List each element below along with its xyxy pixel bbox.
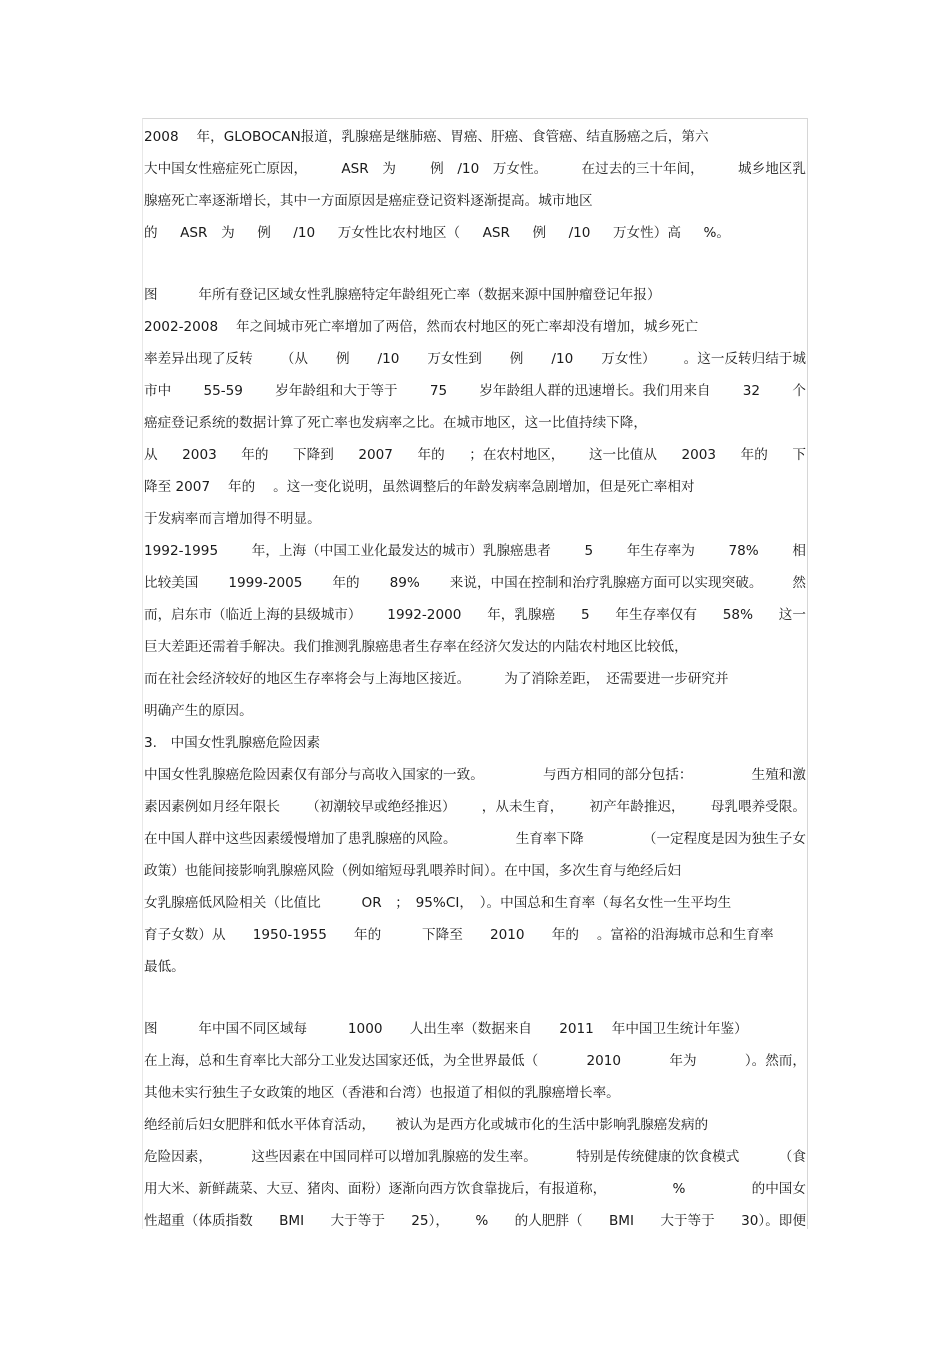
text-segment: 明确产生的原因。	[144, 703, 253, 719]
text-segment: 中国女性乳腺癌危险因素仅有部分与高收入国家的一致。	[144, 767, 484, 783]
text-segment: 素因素例如月经年限长	[144, 799, 280, 815]
text-segment: 年，上海（中国工业化最发达的城市）乳腺癌患者	[251, 543, 551, 559]
text-line	[144, 317, 806, 337]
text-segment: 32	[742, 383, 761, 399]
text-segment: 相	[792, 543, 806, 559]
text-segment: 2010	[586, 1053, 622, 1069]
text-segment: 2003	[182, 447, 217, 463]
text-line	[144, 413, 806, 433]
text-segment: 例	[257, 225, 271, 241]
text-segment: /10	[551, 351, 574, 367]
text-segment: 来说，中国在控制和治疗乳腺癌方面可以实现突破。	[449, 575, 763, 591]
text-segment: 。这一反转归结于城	[683, 351, 806, 367]
text-line	[144, 925, 806, 945]
text-segment: （初潮较早或绝经推迟）	[306, 799, 456, 815]
text-segment: 市中	[144, 383, 172, 399]
text-segment: 初产年龄推迟，	[589, 799, 685, 815]
text-segment: 58%	[722, 607, 753, 623]
text-segment: BMI	[279, 1213, 305, 1229]
text-segment: /10	[568, 225, 591, 241]
text-segment: 78%	[728, 543, 759, 559]
text-segment: 1992-1995	[144, 543, 219, 559]
text-segment: 城乡地区乳	[738, 161, 806, 177]
text-line	[144, 477, 806, 497]
text-segment: %。	[703, 225, 730, 241]
text-segment: 其他未实行独生子女政策的地区（香港和台湾）也报道了相似的乳腺癌增长率。	[144, 1085, 620, 1101]
text-segment: 75	[429, 383, 448, 399]
text-segment: 年为	[669, 1053, 697, 1069]
text-segment: 2008 年，GLOBOCAN报道，乳腺癌是继肺癌、胃癌、肝癌、食管癌、结直肠癌之后，第六	[144, 129, 709, 145]
text-segment: （食	[778, 1149, 806, 1165]
text-segment: 大于等于	[330, 1213, 385, 1229]
text-segment: 在上海，总和生育率比大部分工业发达国家还低，为全世界最低（	[144, 1053, 539, 1069]
text-line	[144, 1115, 806, 1135]
text-line	[144, 349, 806, 369]
text-segment: 万女性）	[601, 351, 656, 367]
text-segment: 比较美国	[144, 575, 199, 591]
text-segment: 育子女数）从 1950-1955 年的 下降至 2010 年的 。富裕的沿海城市总和生育率	[144, 927, 774, 943]
text-line	[144, 797, 806, 817]
text-segment: （从	[280, 351, 308, 367]
text-segment: ASR 为	[341, 161, 396, 177]
text-segment: 岁年龄组人群的迅速增长。我们用来自	[479, 383, 711, 399]
text-segment: 大于等于	[660, 1213, 715, 1229]
text-line	[144, 191, 806, 211]
text-segment: 这些因素在中国同样可以增加乳腺癌的发生率。	[251, 1149, 537, 1165]
text-segment: 万女性比农村地区（	[337, 225, 461, 241]
text-segment: 的中国女	[751, 1181, 806, 1197]
text-segment: ASR 为	[180, 225, 235, 241]
text-line	[144, 285, 806, 305]
text-segment: 女乳腺癌低风险相关（比值比 OR ； 95%CI， ）。中国总和生育率（每名女性一生平均生	[144, 895, 732, 911]
text-segment: 年的	[241, 447, 269, 463]
text-line	[144, 573, 806, 593]
text-segment: 2002-2008 年之间城市死亡率增加了两倍，然而农村地区的死亡率却没有增加，城乡死亡	[144, 319, 699, 335]
text-segment: ，从未生育，	[481, 799, 564, 815]
text-segment: 万女性到	[427, 351, 482, 367]
text-line	[144, 733, 806, 753]
text-segment: 性超重（体质指数	[144, 1213, 253, 1229]
text-line	[144, 445, 806, 465]
text-line	[144, 1211, 806, 1231]
text-line	[144, 893, 806, 913]
text-segment: BMI	[608, 1213, 635, 1229]
text-segment: 例 /10 万女性。	[430, 161, 548, 177]
text-segment: %	[672, 1181, 686, 1197]
text-line	[144, 861, 806, 881]
text-line	[144, 701, 806, 721]
text-segment: %	[475, 1213, 489, 1229]
text-segment: 危险因素，	[144, 1149, 212, 1165]
text-segment: 年的	[417, 447, 445, 463]
text-segment: 用大米、新鲜蔬菜、大豆、猪肉、面粉）逐渐向西方饮食靠拢后，有报道称，	[144, 1181, 607, 1197]
text-segment: 下降到	[293, 447, 334, 463]
text-segment: 的	[144, 225, 158, 241]
text-line	[144, 509, 806, 529]
text-line	[144, 669, 806, 689]
text-segment: 于发病率而言增加得不明显。	[144, 511, 321, 527]
text-segment: 从	[144, 447, 158, 463]
text-line	[144, 829, 806, 849]
text-segment: 下	[792, 447, 806, 463]
text-segment: 腺癌死亡率逐渐增长，其中一方面原因是癌症登记资料逐渐提高。城市地区	[144, 193, 593, 209]
text-segment: 在中国人群中这些因素缓慢增加了患乳腺癌的风险。	[144, 831, 457, 847]
text-segment: 个	[792, 383, 806, 399]
text-line	[144, 637, 806, 657]
text-segment: 在过去的三十年间，	[581, 161, 704, 177]
text-segment: 绝经前后妇女肥胖和低水平体育活动， 被认为是西方化或城市化的生活中影响乳腺癌发病的	[144, 1117, 709, 1133]
text-line	[144, 159, 806, 179]
text-line	[144, 957, 806, 977]
text-segment: 图 年中国不同区域每 1000 人出生率（数据来自 2011 年中国卫生统计年鉴）	[144, 1021, 748, 1037]
text-line	[144, 381, 806, 401]
text-segment: 例	[509, 351, 524, 367]
text-segment: 年的	[332, 575, 360, 591]
text-segment: 巨大差距还需着手解决。我们推测乳腺癌患者生存率在经济欠发达的内陆农村地区比较低，	[144, 639, 688, 655]
text-segment: 这一比值从	[588, 447, 657, 463]
text-line	[144, 1051, 806, 1071]
text-segment: ；在农村地区，	[469, 447, 565, 463]
text-segment: 2003	[681, 447, 717, 463]
text-segment: 2007	[358, 447, 393, 463]
text-line	[144, 605, 806, 625]
text-segment: 89%	[389, 575, 420, 591]
text-segment: 55-59	[203, 383, 243, 399]
text-segment: ）。然而，	[744, 1053, 806, 1069]
text-segment: 例	[335, 351, 350, 367]
text-segment: /10	[293, 225, 316, 241]
text-segment: 而在社会经济较好的地区生存率将会与上海地区接近。 为了消除差距， 还需要进一步研究并	[144, 671, 729, 687]
text-segment: 5	[584, 543, 594, 559]
text-segment: 然	[792, 575, 806, 591]
text-segment: /10	[377, 351, 400, 367]
text-segment: 5	[580, 607, 590, 623]
text-segment: 1999-2005	[228, 575, 303, 591]
text-segment: 1992-2000	[387, 607, 462, 623]
text-segment: 大中国女性癌症死亡原因，	[144, 161, 308, 177]
text-segment: 政策）也能间接影响乳腺癌风险（例如缩短母乳喂养时间）。在中国，多次生育与绝经后妇	[144, 863, 681, 879]
text-line	[144, 1179, 806, 1199]
text-segment: 年生存率仅有	[615, 607, 697, 623]
text-segment: 最低。	[144, 959, 185, 975]
text-segment: 这一	[778, 607, 806, 623]
text-segment: 降至 2007 年的 。这一变化说明，虽然调整后的年龄发病率急剧增加，但是死亡率相对	[144, 479, 695, 495]
text-line	[144, 1083, 806, 1103]
text-segment: 母乳喂养受限。	[710, 799, 806, 815]
text-segment: 3. 中国女性乳腺癌危险因素	[144, 735, 321, 751]
text-line	[144, 541, 806, 561]
text-segment: 年，乳腺癌	[487, 607, 556, 623]
text-segment: 的人肥胖（	[514, 1213, 583, 1229]
text-segment: 25），	[411, 1213, 449, 1229]
text-segment: 与西方相同的部分包括：	[542, 767, 693, 783]
text-segment: 30）。即便	[741, 1213, 806, 1229]
text-segment: 癌症登记系统的数据计算了死亡率也发病率之比。在城市地区，这一比值持续下降，	[144, 415, 647, 431]
text-line	[144, 1147, 806, 1167]
text-segment: 万女性）高	[612, 225, 681, 241]
text-line	[144, 223, 730, 243]
text-segment: 岁年龄组和大于等于	[275, 383, 398, 399]
text-line	[144, 1019, 806, 1039]
text-segment: 生育率下降	[515, 831, 584, 847]
text-line	[144, 127, 806, 147]
text-segment: 例	[532, 225, 547, 241]
text-segment: 率差异出现了反转	[144, 351, 253, 367]
text-segment: 特别是传统健康的饮食模式	[576, 1149, 740, 1165]
text-segment: （一定程度是因为独生子女	[642, 831, 806, 847]
text-segment: 图 年所有登记区域女性乳腺癌特定年龄组死亡率（数据来源中国肿瘤登记年报）	[144, 287, 661, 303]
text-segment: 年生存率为	[626, 543, 695, 559]
text-segment: ASR	[482, 225, 510, 241]
text-line	[144, 765, 806, 785]
text-segment: 年的	[740, 447, 768, 463]
text-segment: 而，启东市（临近上海的县级城市）	[144, 607, 362, 623]
text-segment: 生殖和激	[751, 767, 806, 783]
